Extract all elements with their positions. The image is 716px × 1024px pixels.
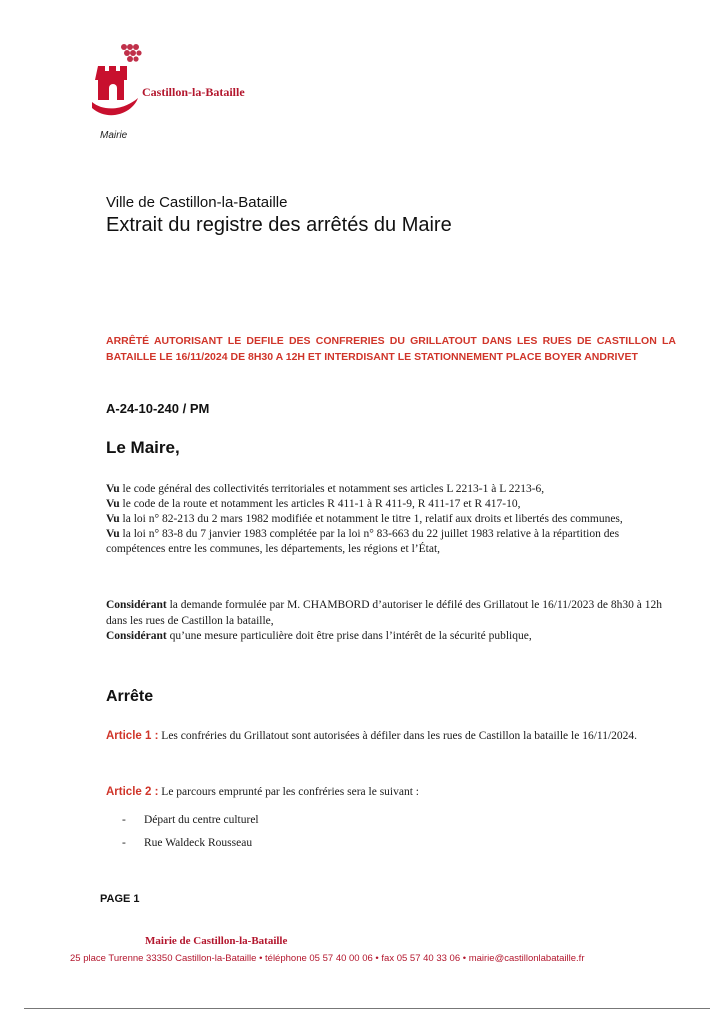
route-list (122, 809, 259, 855)
visa-item: Vu le code de la route et notamment les articles R 411-1 à R 411-9, R 411-17 et R 417-10, (106, 498, 521, 510)
considerant-item: Considérant la demande formulée par M. CHAMBORD d’autoriser le défilé des Grillatout le 16/11/2023 de 8h30 à 12h dans les rues de Castillon la bataille, (106, 599, 662, 627)
considerants-block (106, 598, 676, 645)
registre-heading: Extrait du registre des arrêtés du Maire (106, 214, 452, 236)
article-2-text: Le parcours emprunté par les confréries sera le suivant : (158, 786, 419, 798)
list-item: - Rue Waldeck Rousseau (122, 837, 253, 849)
logo-subtitle: Mairie (100, 130, 128, 141)
page-number: PAGE 1 (100, 893, 140, 905)
arrete-heading: Arrête (106, 688, 154, 705)
visa-item: Vu la loi n° 83-8 du 7 janvier 1983 complétée par la loi n° 83-663 du 22 juillet 1983 relative à la répartition des compétences entre les communes, les départements, les régions et l’État, (106, 528, 620, 555)
list-item: - Départ du centre culturel (122, 814, 259, 826)
footer-divider (24, 1008, 710, 1009)
arrete-title: ARRÊTÉ AUTORISANT LE DEFILE DES CONFRERIES DU GRILLATOUT DANS LES RUES DE CASTILLON LA BATAILLE LE 16/11/2024 DE 8H30 A 12H ET INTERDISANT LE STATIONNEMENT PLACE BOYER ANDRIVET (106, 335, 676, 363)
considerant-item: Considérant qu’une mesure particulière doit être prise dans l’intérêt de la sécurité publique, (106, 630, 532, 642)
article-1-text: Les confréries du Grillatout sont autorisées à défiler dans les rues de Castillon la bataille le 16/11/2024. (158, 730, 638, 742)
castle-grapes-icon (92, 44, 142, 124)
le-maire-heading: Le Maire, (106, 438, 180, 457)
article-2-label: Article 2 : (106, 786, 159, 798)
mairie-logo (92, 44, 302, 144)
logo-name: Castillon-la-Bataille (142, 85, 245, 99)
article-1 (106, 729, 676, 744)
article-1-label: Article 1 : (106, 730, 159, 742)
visas-block (106, 482, 676, 557)
arrete-reference: A-24-10-240 / PM (106, 401, 210, 416)
footer-name: Mairie de Castillon-la-Bataille (145, 935, 288, 947)
footer-contact: 25 place Turenne 33350 Castillon-la-Bataille • téléphone 05 57 40 00 06 • fax 05 57 40 33 06 • mairie@castillonlabataille.fr (70, 953, 585, 964)
ville-heading: Ville de Castillon-la-Bataille (106, 194, 288, 211)
visa-item: Vu le code général des collectivités territoriales et notamment ses articles L 2213-1 à L 2213-6, (106, 483, 545, 495)
article-2 (106, 785, 676, 800)
visa-item: Vu la loi n° 82-213 du 2 mars 1982 modifiée et notamment le titre 1, relatif aux droits et libertés des communes, (106, 513, 623, 525)
